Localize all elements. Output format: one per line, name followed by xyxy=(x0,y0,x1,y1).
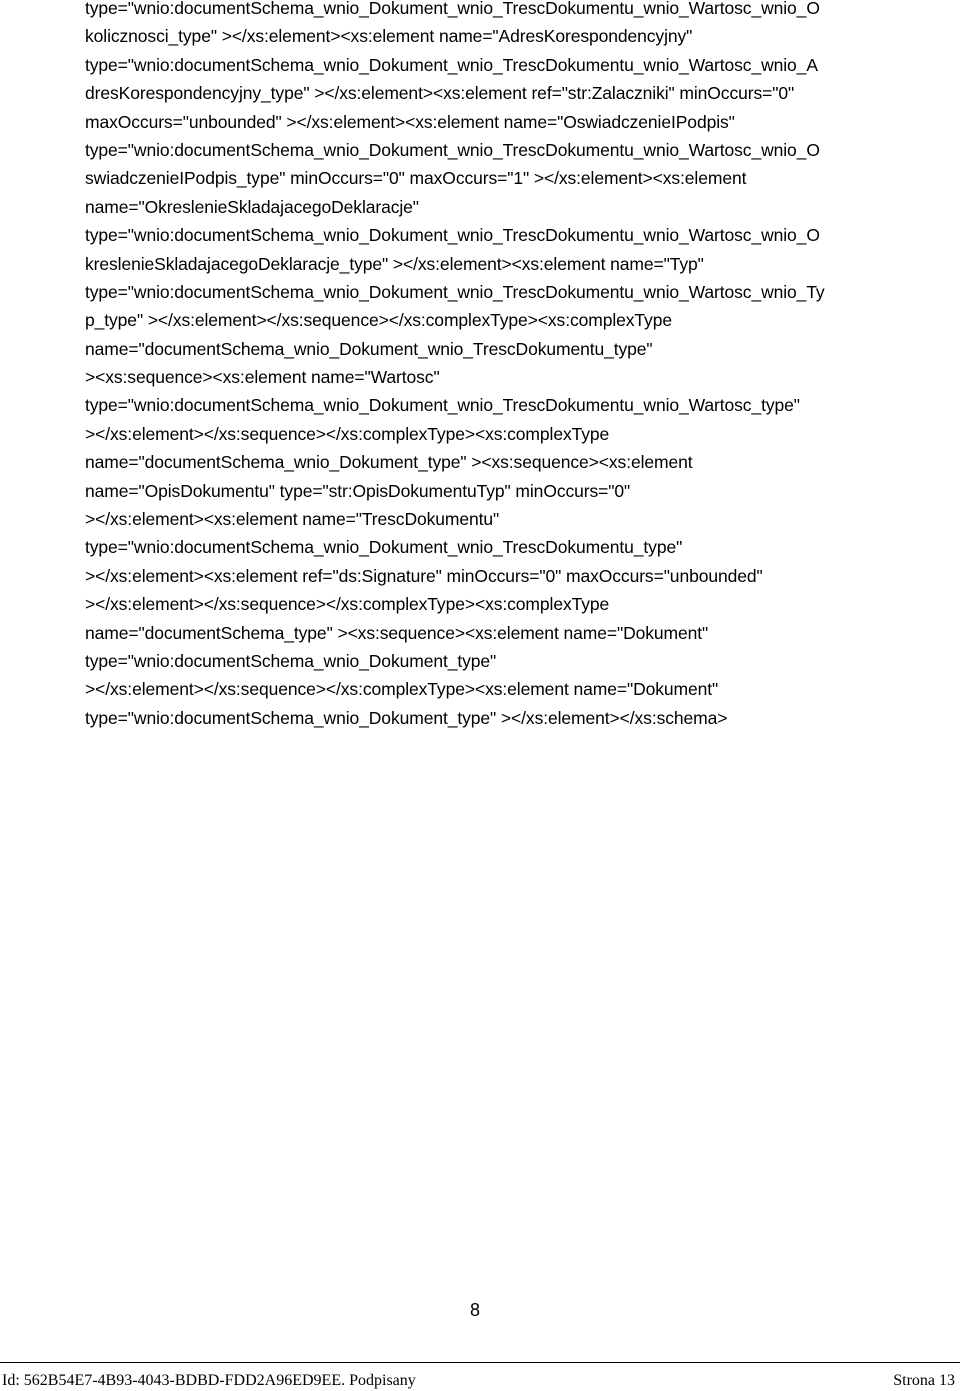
footer xyxy=(0,1362,960,1391)
text-line: type="wnio:documentSchema_wnio_Dokument_type" xyxy=(85,650,497,671)
text-line: type="wnio:documentSchema_wnio_Dokument_wnio_TrescDokumentu_wnio_Wartosc_wnio_O xyxy=(85,225,820,246)
text-line: name="OkreslenieSkladajacegoDeklaracje" xyxy=(85,196,419,217)
text-line: type="wnio:documentSchema_wnio_Dokument_wnio_TrescDokumentu_wnio_Wartosc_type" xyxy=(85,395,800,416)
text-line: ></xs:element><xs:element ref="ds:Signature" minOccurs="0" maxOccurs="unbounded" xyxy=(85,565,763,586)
text-line: ></xs:element></xs:sequence></xs:complexType><xs:element name="Dokument" xyxy=(85,679,719,700)
text-line: maxOccurs="unbounded" ></xs:element><xs:element name="OswiadczenieIPodpis" xyxy=(85,111,735,132)
document-body xyxy=(85,0,957,732)
text-line: type="wnio:documentSchema_wnio_Dokument_type" ></xs:element></xs:schema> xyxy=(85,707,728,728)
text-line: dresKorespondencyjny_type" ></xs:element><xs:element ref="str:Zalaczniki" minOccurs="0" xyxy=(85,83,795,104)
page-number: 8 xyxy=(469,1300,480,1320)
text-line: ></xs:element></xs:sequence></xs:complexType><xs:complexType xyxy=(85,423,610,444)
text-line: type="wnio:documentSchema_wnio_Dokument_wnio_TrescDokumentu_wnio_Wartosc_wnio_Ty xyxy=(85,281,825,302)
text-line: kolicznosci_type" ></xs:element><xs:element name="AdresKorespondencyjny" xyxy=(85,26,693,47)
text-line: name="documentSchema_type" ><xs:sequence><xs:element name="Dokument" xyxy=(85,622,709,643)
text-line: ><xs:sequence><xs:element name="Wartosc" xyxy=(85,367,440,388)
text-line: ></xs:element><xs:element name="TrescDokumentu" xyxy=(85,509,500,530)
text-line: type="wnio:documentSchema_wnio_Dokument_wnio_TrescDokumentu_wnio_Wartosc_wnio_O xyxy=(85,139,820,160)
footer-document-id: Id: 562B54E7-4B93-4043-BDBD-FDD2A96ED9EE. Podpisany xyxy=(2,1372,416,1389)
text-line: type="wnio:documentSchema_wnio_Dokument_wnio_TrescDokumentu_wnio_Wartosc_wnio_A xyxy=(85,54,818,75)
text-line: kreslenieSkladajacegoDeklaracje_type" ></xs:element><xs:element name="Typ" xyxy=(85,253,704,274)
footer-page-label: Strona 13 xyxy=(893,1372,955,1389)
text-line: swiadczenieIPodpis_type" minOccurs="0" maxOccurs="1" ></xs:element><xs:element xyxy=(85,168,747,189)
text-line: ></xs:element></xs:sequence></xs:complexType><xs:complexType xyxy=(85,594,610,615)
text-line: type="wnio:documentSchema_wnio_Dokument_wnio_TrescDokumentu_wnio_Wartosc_wnio_O xyxy=(85,0,820,18)
text-line: name="documentSchema_wnio_Dokument_type" ><xs:sequence><xs:element xyxy=(85,452,693,473)
text-line: name="documentSchema_wnio_Dokument_wnio_TrescDokumentu_type" xyxy=(85,338,653,359)
text-line: name="OpisDokumentu" type="str:OpisDokumentuTyp" minOccurs="0" xyxy=(85,480,631,501)
text-line: p_type" ></xs:element></xs:sequence></xs:complexType><xs:complexType xyxy=(85,310,672,331)
text-line: type="wnio:documentSchema_wnio_Dokument_wnio_TrescDokumentu_type" xyxy=(85,537,683,558)
